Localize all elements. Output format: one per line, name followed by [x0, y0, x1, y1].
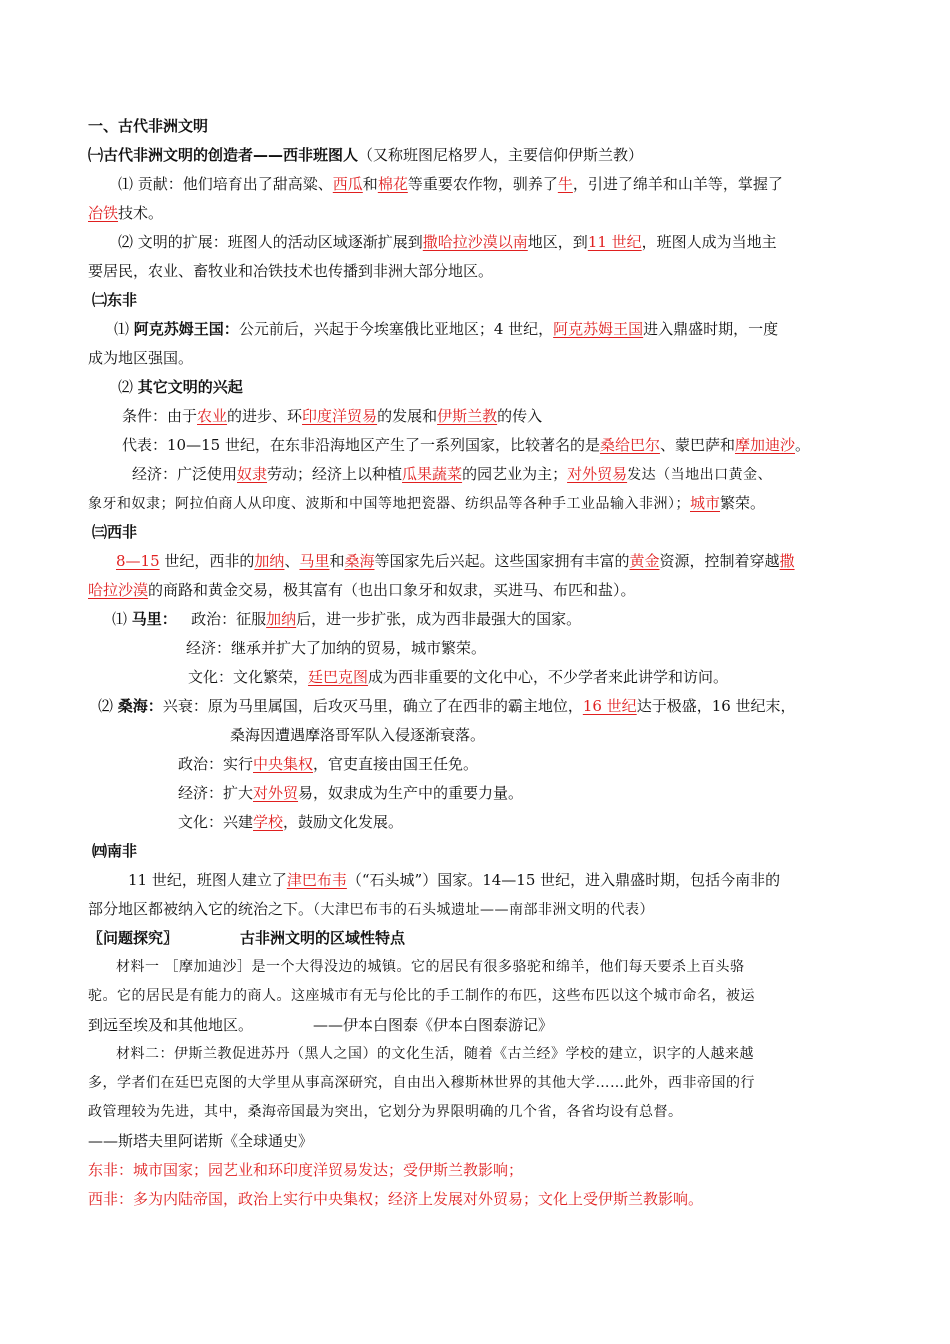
- paragraph: [88, 692, 868, 721]
- citation: ——伊本白图泰《伊本白图泰游记》: [313, 1016, 554, 1034]
- text: ⑴ 贡献：他们培育出了甜高粱、: [118, 175, 333, 193]
- text: 进入鼎盛时期，一度: [643, 320, 779, 338]
- section-2-heading: ㈡东非: [92, 291, 138, 309]
- paragraph: [88, 895, 868, 924]
- paragraph: [88, 460, 868, 489]
- text: 后，进一步扩张，成为西非最强大的国家。: [296, 610, 582, 628]
- keyword: 瓜果蔬菜: [402, 465, 463, 483]
- text: ⑵ 文明的扩展：班图人的活动区域逐渐扩展到: [118, 233, 423, 251]
- keyword: 11 世纪: [587, 233, 642, 251]
- document-body: [88, 112, 868, 1214]
- text: ⑵: [118, 378, 134, 396]
- keyword: 加纳: [266, 610, 297, 628]
- term: 其它文明的兴起: [137, 378, 243, 396]
- keyword: 津巴布韦: [286, 871, 347, 889]
- subheading: [88, 373, 868, 402]
- text: ⑴: [112, 610, 128, 628]
- text: 象牙和奴隶；阿拉伯商人从印度、波斯和中国等地把瓷器、纺织品等各种手工业品输入非洲）；: [88, 496, 690, 512]
- term: 阿克苏姆王国：: [133, 320, 239, 338]
- paragraph: [88, 779, 868, 808]
- material-2: 材料二：伊斯兰教促进苏丹（黑人之国）的文化生活，随着《古兰经》学校的建立，识字的人越来越: [116, 1046, 754, 1062]
- keyword: 对外贸易: [567, 465, 628, 483]
- text: 的进步、环: [227, 407, 303, 425]
- text: 、蒙巴萨和: [659, 436, 735, 454]
- paragraph: [88, 750, 868, 779]
- text: 资源，控制着穿越: [659, 552, 780, 570]
- text: 技术。: [118, 204, 164, 222]
- paragraph: [88, 228, 868, 257]
- text: 世纪，西非的: [159, 552, 255, 570]
- keyword: 阿克苏姆王国: [553, 320, 644, 338]
- text: ，引进了绵羊和山羊等，掌握了: [572, 175, 783, 193]
- keyword: 印度洋贸易: [302, 407, 378, 425]
- paragraph: [88, 402, 868, 431]
- text: 条件：由于: [122, 407, 198, 425]
- text: 、: [284, 552, 300, 570]
- paragraph: [88, 315, 868, 344]
- keyword: 农业: [197, 407, 228, 425]
- text: 的园艺业为主；: [462, 465, 568, 483]
- keyword: 黄金: [629, 552, 660, 570]
- keyword: 哈拉沙漠: [88, 581, 149, 599]
- paragraph: [88, 199, 868, 228]
- text: 成为西非重要的文化中心，不少学者来此讲学和访问。: [368, 668, 729, 686]
- text: （“石头城”）国家。14—15 世纪，进入鼎盛时期，包括今南非的: [346, 871, 781, 889]
- text: 等国家先后兴起。这些国家拥有丰富的: [374, 552, 630, 570]
- text: 和: [362, 175, 378, 193]
- text: 经济：扩大: [178, 784, 254, 802]
- keyword: 16 世纪: [582, 697, 637, 715]
- paragraph: [88, 663, 868, 692]
- material-2: 多，学者们在廷巴克图的大学里从事高深研究，自由出入穆斯林世界的其他大学……此外，西非帝国的行: [88, 1075, 755, 1091]
- text: 政治：征服: [191, 610, 267, 628]
- page-title: 一、古代非洲文明: [88, 117, 209, 135]
- section-1-heading: [88, 141, 868, 170]
- text: 的发展和: [377, 407, 438, 425]
- text: 地区，到: [527, 233, 588, 251]
- keyword: 冶铁: [88, 204, 119, 222]
- keyword: 中央集权: [253, 755, 314, 773]
- paragraph: [88, 489, 868, 518]
- keyword: 牛: [557, 175, 573, 193]
- text: 经济：广泛使用: [132, 465, 238, 483]
- text: ，鼓励文化发展。: [283, 813, 404, 831]
- paragraph: 成为地区强国。: [88, 349, 194, 367]
- text: 达于极盛，16 世纪末，: [636, 697, 796, 715]
- text: 劳动；经济上以种植: [267, 465, 403, 483]
- text: 部分地区都被纳入它的统治之下。: [88, 900, 314, 918]
- text: 公元前后，兴起于今埃塞俄比亚地区；4 世纪，: [238, 320, 554, 338]
- keyword: 桑海: [344, 552, 375, 570]
- text: ，班图人成为当地主: [641, 233, 777, 251]
- keyword: 对外贸: [253, 784, 299, 802]
- keyword: 加纳: [254, 552, 285, 570]
- paragraph: 桑海因遭遇摩洛哥军队入侵逐渐衰落。: [230, 726, 486, 744]
- text: 的商路和黄金交易，极其富有（也出口象牙和奴隶，买进马、布匹和盐）。: [148, 581, 636, 599]
- keyword: 廷巴克图: [308, 668, 369, 686]
- text: ⑵: [98, 697, 114, 715]
- text: 文化：兴建: [178, 813, 254, 831]
- keyword: 棉花: [377, 175, 408, 193]
- paragraph: [88, 576, 868, 605]
- material-1: 材料一 ［摩加迪沙］是一个大得没边的城镇。它的居民有很多骆驼和绵羊，他们每天要杀上百头骆: [116, 959, 745, 975]
- text: 到远至埃及和其他地区。: [88, 1016, 254, 1034]
- inquiry-tag: 〖问题探究〗: [88, 929, 179, 947]
- citation: ——斯塔夫里阿诺斯《全球通史》: [88, 1132, 314, 1150]
- keyword: 撒哈拉沙漠以南: [422, 233, 528, 251]
- keyword: 马里: [299, 552, 330, 570]
- keyword: 城市: [690, 494, 721, 512]
- keyword: 奴隶: [237, 465, 268, 483]
- paragraph: [88, 605, 868, 634]
- answer-east-africa: 东非：城市国家；园艺业和环印度洋贸易发达；受伊斯兰教影响；: [88, 1161, 524, 1179]
- material-1: [88, 1011, 868, 1040]
- inquiry-heading: [88, 924, 868, 953]
- term: 桑海：: [117, 697, 163, 715]
- material-2: 政管理较为先进，其中，桑海帝国最为突出，它划分为界限明确的几个省，各省均设有总督。: [88, 1104, 683, 1120]
- text: 。: [795, 436, 811, 454]
- heading-text: ㈠古代非洲文明的创造者——西非班图人: [88, 146, 359, 164]
- keyword: 伊斯兰教: [437, 407, 498, 425]
- paragraph: 经济：继承并扩大了加纳的贸易，城市繁荣。: [186, 639, 487, 657]
- text: 发达（当地出口黄金、: [627, 467, 773, 483]
- heading-note: （又称班图尼格罗人，主要信仰伊斯兰教）: [358, 146, 644, 164]
- keyword: 8—15: [116, 552, 160, 570]
- paragraph: [88, 866, 868, 895]
- text: 繁荣。: [720, 494, 766, 512]
- paragraph: [88, 808, 868, 837]
- text: 兴衰：原为马里属国，后攻灭马里，确立了在西非的霸主地位，: [162, 697, 583, 715]
- inquiry-title: 古非洲文明的区域性特点: [240, 929, 406, 947]
- text: ，官吏直接由国王任免。: [313, 755, 479, 773]
- text: ⑴: [114, 320, 130, 338]
- paragraph: [88, 547, 868, 576]
- keyword: 桑给巴尔: [599, 436, 660, 454]
- text: 政治：实行: [178, 755, 254, 773]
- text: （大津巴布韦的石头城遗址——南部非洲文明的代表）: [313, 902, 655, 918]
- material-1: 驼。它的居民是有能力的商人。这座城市有无与伦比的手工制作的布匹，这些布匹以这个城市命名，被运: [88, 988, 755, 1004]
- text: 易，奴隶成为生产中的重要力量。: [298, 784, 524, 802]
- section-4-heading: ㈣南非: [92, 842, 138, 860]
- paragraph: [88, 431, 868, 460]
- text: 11 世纪，班图人建立了: [128, 871, 287, 889]
- keyword: 摩加迪沙: [734, 436, 795, 454]
- keyword: 西瓜: [332, 175, 363, 193]
- paragraph: [88, 170, 868, 199]
- paragraph: 要居民，农业、畜牧业和冶铁技术也传播到非洲大部分地区。: [88, 262, 494, 280]
- text: 文化：文化繁荣，: [188, 668, 309, 686]
- text: 和: [329, 552, 345, 570]
- text: 的传入: [497, 407, 543, 425]
- text: 代表：10—15 世纪，在东非沿海地区产生了一系列国家，比较著名的是: [122, 436, 600, 454]
- keyword: 撒: [779, 552, 795, 570]
- term: 马里：: [131, 610, 177, 628]
- text: 等重要农作物，驯养了: [407, 175, 558, 193]
- answer-west-africa: 西非：多为内陆帝国，政治上实行中央集权；经济上发展对外贸易；文化上受伊斯兰教影响。: [88, 1190, 704, 1208]
- section-3-heading: ㈢西非: [92, 523, 138, 541]
- keyword: 学校: [253, 813, 284, 831]
